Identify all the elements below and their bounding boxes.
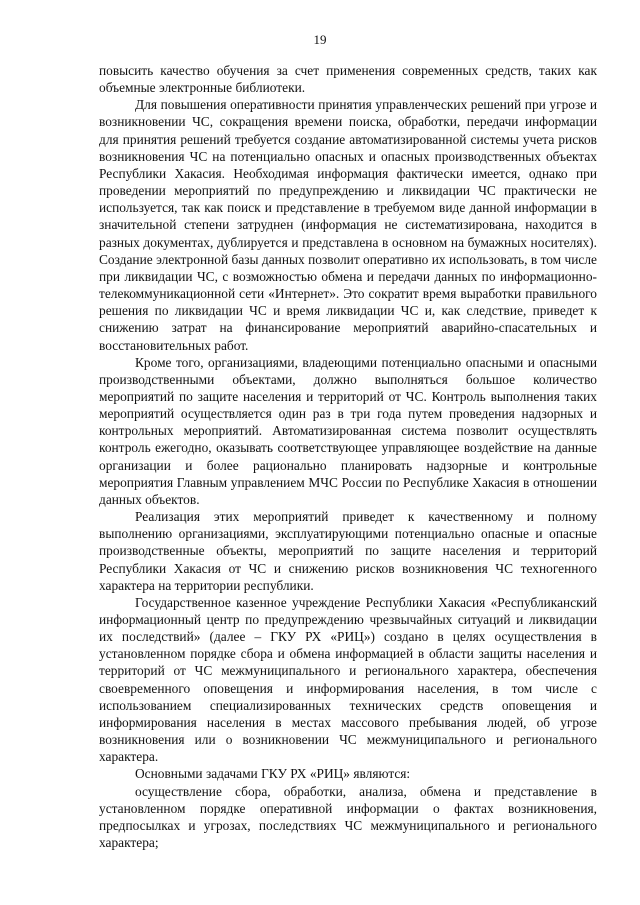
paragraph-2: Для повышения оперативности принятия управленческих решений при угрозе и возникновении ЧС, сокращения времени поиска, обработки, передачи информации для принятия решений требуется создание автоматизированной системы учета рисков возникновения ЧС на потенциально опасных и опасных производственных объектах Республики Хакасия. Необходимая информация фактически имеется, однако при проведении мероприятий по предупреждению и ликвидации ЧС практически не используется, так как поиск и представление в требуемом виде данной информации в значительной степени затруднен (информация не систематизирована, находится в разных документах, дублируется и представлена в основном на бумажных носителях). Создание электронной базы данных позволит оперативно их использовать, в том числе при ликвидации ЧС, с возможностью обмена и передачи данных по информационно-телекоммуникационной сети «Интернет». Это сократит время выработки правильного решения по ликвидации ЧС и время ликвидации ЧС и, как следствие, приведет к снижению затрат на финансирование мероприятий аварийно-спасательных и восстановительных работ. bbox=[99, 97, 597, 353]
paragraph-4: Реализация этих мероприятий приведет к качественному и полному выполнению организациями, эксплуатирующими потенциально опасные и опасные производственные объекты, мероприятий по защите населения и территорий Республики Хакасия от ЧС и снижению рисков возникновения ЧС техногенного характера на территории республики. bbox=[99, 509, 597, 593]
paragraph-7: осуществление сбора, обработки, анализа, обмена и представление в установленном порядке оперативной информации о фактах возникновения, предпосылках и угрозах, последствиях ЧС межмуниципального и регионального характера; bbox=[99, 783, 597, 851]
paragraph-3: Кроме того, организациями, владеющими потенциально опасными и опасными производственными объектами, должно выполняться большое количество мероприятий по защите населения и территорий от ЧС. Контроль выполнения таких мероприятий осуществляется один раз в три года путем проведения надзорных и контрольных мероприятий. Автоматизированная система позволит осуществлять контроль ежегодно, оказывать соответствующее управляющее воздействие на данные организации и более рационально планировать надзорные и контрольные мероприятия Главным управлением МЧС России по Республике Хакасия в отношении данных объектов. bbox=[99, 354, 597, 507]
document-body bbox=[99, 62, 597, 851]
paragraph-1: повысить качество обучения за счет применения современных средств, таких как объемные электронные библиотеки. bbox=[99, 63, 597, 96]
paragraph-6: Основными задачами ГКУ РХ «РИЦ» являются: bbox=[135, 766, 411, 782]
paragraph-5: Государственное казенное учреждение Республики Хакасия «Республиканский информационный центр по предупреждению чрезвычайных ситуаций и ликвидации их последствий» (далее – ГКУ РХ «РИЦ») создано в целях осуществления в установленном порядке сбора и обмена информацией в области защиты населения и территорий от ЧС межмуниципального и регионального характера, обеспечения своевременного оповещения и информирования населения, в том числе с использованием специализированных технических средств оповещения и информирования населения в местах массового пребывания людей, об угрозе возникновения или о возникновении ЧС межмуниципального и регионального характера. bbox=[99, 594, 597, 765]
page-number: 19 bbox=[313, 32, 327, 47]
